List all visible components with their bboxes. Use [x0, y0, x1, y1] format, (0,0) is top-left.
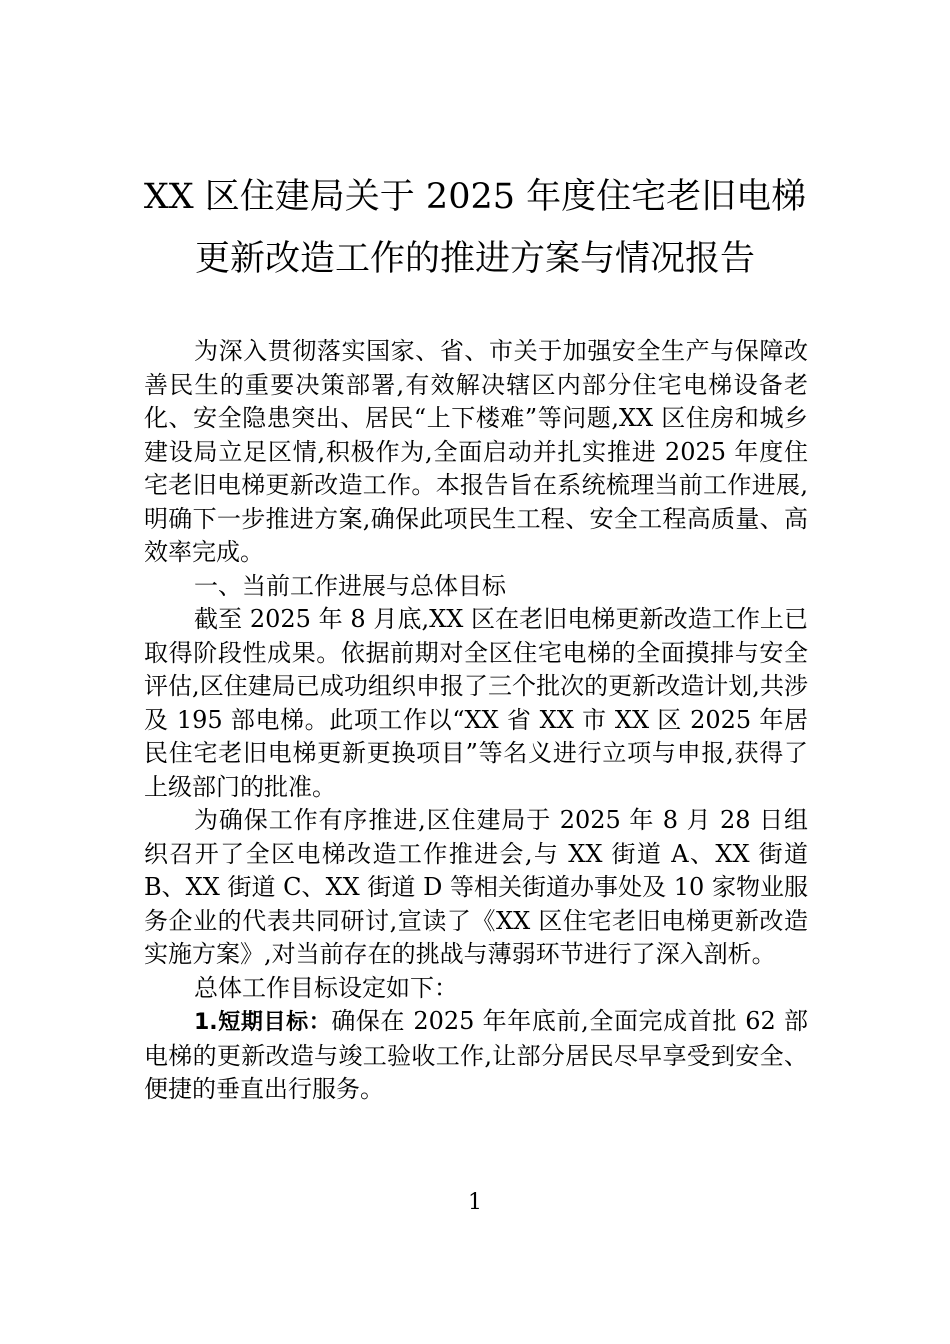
title-line-2: 更新改造工作的推进方案与情况报告 — [194, 239, 755, 279]
short-term-goal-label: 1.短期目标： — [194, 1010, 332, 1035]
intro-paragraph: 为深入贯彻落实国家、省、市关于加强安全生产与保障改善民生的重要决策部署,有效解决辖区内部分住宅电梯设备老化、安全隐患突出、居民“上下楼难”等问题,XX 区住房和城乡建设局立足区情,积极作为,全面启动并扎实推进 2025 年度住宅老旧电梯更新改造工作。本报告旨在系统梳理当前工作进展,明确下一步推进方案,确保此项民生工程、安全工程高质量、高效率完成。 — [144, 337, 808, 566]
short-term-goal-text: 确保在 2025 年年底前,全面完成首批 62 部电梯的更新改造与竣工验收工作,让部分居民尽早享受到安全、便捷的垂直出行服务。 — [144, 1007, 808, 1103]
meeting-paragraph: 为确保工作有序推进,区住建局于 2025 年 8 月 28 日组织召开了全区电梯改造工作推进会,与 XX 街道 A、XX 街道 B、XX 街道 C、XX 街道 D 等相关街道办事处及 10 家物业服务企业的代表共同研讨,宣读了《XX 区住宅老旧电梯更新改造实施方案》,对当前存在的挑战与薄弱环节进行了深入剖析。 — [144, 806, 808, 968]
page-number: 1 — [468, 1190, 482, 1215]
progress-paragraph: 截至 2025 年 8 月底,XX 区在老旧电梯更新改造工作上已取得阶段性成果。依据前期对全区住宅电梯的全面摸排与安全评估,区住建局已成功组织申报了三个批次的更新改造计划,共涉及 195 部电梯。此项工作以“XX 省 XX 市 XX 区 2025 年居民住宅老旧电梯更新更换项目”等名义进行立项与申报,获得了上级部门的批准。 — [144, 605, 808, 801]
section-heading-1: 一、当前工作进展与总体目标 — [194, 571, 506, 600]
goals-intro-paragraph: 总体工作目标设定如下： — [194, 973, 458, 1002]
document-body — [144, 335, 808, 1107]
title-line-1: XX 区住建局关于 2025 年度住宅老旧电梯 — [143, 177, 807, 217]
document-title — [120, 166, 830, 290]
short-term-goal-paragraph — [144, 1005, 808, 1107]
